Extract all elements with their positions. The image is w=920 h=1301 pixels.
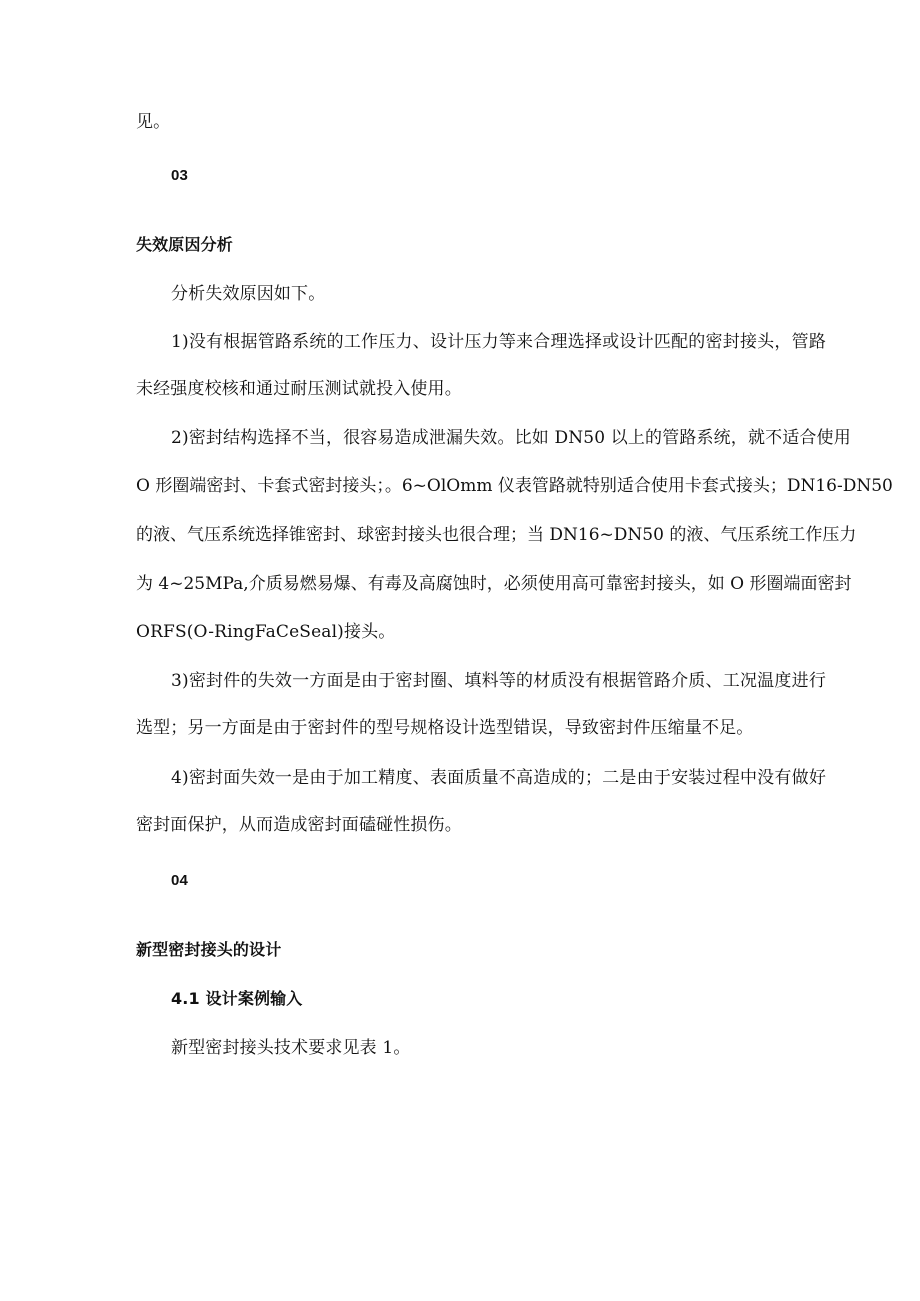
item4-line1: 4)密封面失效一是由于加工精度、表面质量不高造成的；二是由于安装过程中没有做好 <box>171 768 826 788</box>
item3-line1: 3)密封件的失效一方面是由于密封圈、填料等的材质没有根据管路介质、工况温度进行 <box>171 671 826 691</box>
section-title-new-seal-joint-design: 新型密封接头的设计 <box>136 940 282 959</box>
item4-line2: 密封面保护，从而造成密封面磕碰性损伤。 <box>136 815 462 835</box>
item2-line5: ORFS(O-RingFaCeSeal)接头。 <box>136 622 396 642</box>
item2-line2: O 形圈端密封、卡套式密封接头；。6~OlOmm 仪表管路就特别适合使用卡套式接头；DN16-DN50 <box>136 476 893 496</box>
section-title-failure-analysis: 失效原因分析 <box>136 235 233 254</box>
item1-line1: 1)没有根据管路系统的工作压力、设计压力等来合理选择或设计匹配的密封接头，管路 <box>171 332 826 352</box>
item1-line2: 未经强度校核和通过耐压测试就投入使用。 <box>136 379 462 399</box>
subsection-title-4-1: 4.1 设计案例输入 <box>171 989 303 1008</box>
section4-body: 新型密封接头技术要求见表 1。 <box>171 1038 411 1058</box>
continuation-text: 见。 <box>136 112 171 132</box>
section-number-03: 03 <box>171 167 188 184</box>
item3-line2: 选型；另一方面是由于密封件的型号规格设计选型错误，导致密封件压缩量不足。 <box>136 718 754 738</box>
section-number-04: 04 <box>171 872 188 889</box>
item2-line3: 的液、气压系统选择锥密封、球密封接头也很合理；当 DN16~DN50 的液、气压系统工作压力 <box>136 525 857 545</box>
item2-line1: 2)密封结构选择不当，很容易造成泄漏失效。比如 DN50 以上的管路系统，就不适合使用 <box>171 428 851 448</box>
item2-line4: 为 4~25MPa,介质易燃易爆、有毒及高腐蚀时，必须使用高可靠密封接头，如 O 形圈端面密封 <box>136 574 852 594</box>
section-intro: 分析失效原因如下。 <box>171 284 326 304</box>
